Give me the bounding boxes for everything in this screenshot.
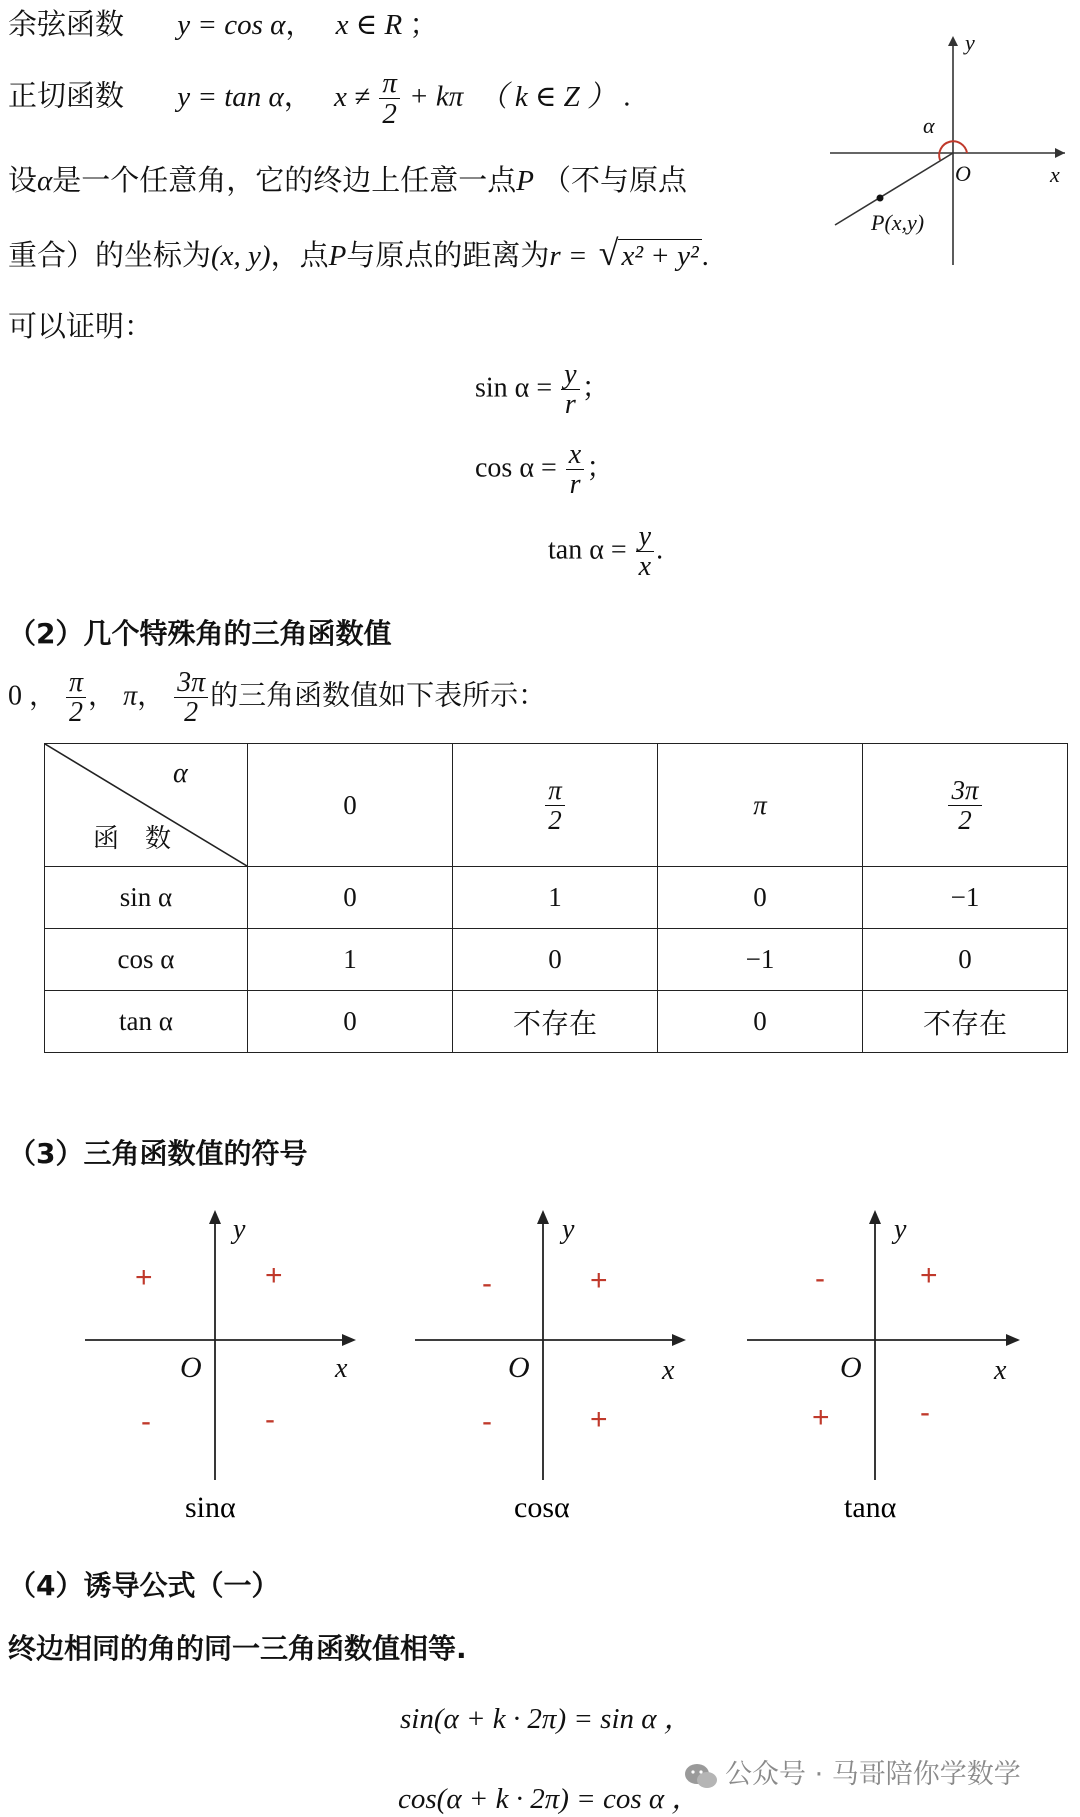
table-cell: 0 (658, 867, 863, 929)
quadrant-4-sign: + (590, 1403, 608, 1436)
table-cell: −1 (863, 867, 1068, 929)
identity-end: ； (586, 450, 615, 484)
definition-text: 重合）的坐标为 (8, 238, 212, 272)
origin-label: O (508, 1351, 530, 1384)
definition-text: 是一个任意角，它的终边上任意一点 (52, 163, 517, 197)
point-p-symbol: P (516, 165, 534, 197)
diagram-caption: tanα (844, 1491, 897, 1524)
section-2-intro-text: 的三角函数值如下表所示： (210, 678, 547, 712)
header-angle-3pi-over-2: $\frac{3\pi}{2}$ (863, 744, 1068, 867)
origin-label: O (955, 161, 971, 186)
induction-formula-sin: sin(α + k · 2π) = sin α ， (400, 1703, 693, 1735)
alpha-label: α (923, 113, 935, 138)
sign-diagram-cos (410, 1205, 700, 1525)
identity-fraction: $\frac{y}{r}$ (561, 360, 579, 420)
quadrant-1-sign: + (590, 1264, 608, 1297)
quadrant-3-sign: - (482, 1405, 492, 1438)
table-cell: −1 (658, 929, 863, 991)
section-2-title: （2）几个特殊角的三角函数值 (8, 617, 392, 650)
origin-label: O (840, 1351, 862, 1384)
proof-intro: 可以证明： (8, 309, 154, 343)
x-axis-arrow (672, 1334, 686, 1346)
induction-statement: 终边相同的角的同一三角函数值相等. (8, 1632, 467, 1665)
quadrant-2-sign: + (135, 1261, 153, 1294)
identity-lhs: sin α = (475, 372, 553, 404)
y-label: y (233, 1214, 246, 1245)
x-label: x (994, 1355, 1007, 1386)
y-axis-arrow (537, 1210, 549, 1224)
sign-diagram-sin (80, 1205, 370, 1525)
separator: ， (137, 678, 166, 712)
tan-line-end: . (623, 80, 631, 113)
tan-function-line: 正切函数 y = tan α， x ≠ $\frac{\pi}{2}$ + kπ （ k ∈ Z ） . (8, 67, 631, 131)
y-axis-arrow (948, 36, 958, 46)
table-row (45, 929, 1068, 991)
identity-lhs: tan α = (548, 534, 627, 566)
sign-diagram-tan (742, 1205, 1032, 1525)
table-cell: 0 (658, 991, 863, 1053)
diagram-caption: cosα (514, 1491, 570, 1524)
quadrant-4-sign: - (265, 1403, 275, 1436)
quadrant-3-sign: - (141, 1405, 151, 1438)
special-angle-table (44, 743, 1068, 1053)
identity-end: ； (581, 370, 610, 404)
table-cell: 0 (453, 929, 658, 991)
section-4-title: （4）诱导公式（一） (8, 1569, 280, 1602)
definition-line-1 (8, 158, 687, 199)
definition-text: 与原点的距离为 (346, 238, 550, 272)
row-label-sin: sin α (45, 867, 248, 929)
tan-domain-suffix: + kπ (409, 80, 464, 113)
x-label: x (662, 1355, 675, 1386)
table-cell: 0 (248, 867, 453, 929)
tan-domain-condition: （ k ∈ Z ） (478, 80, 617, 113)
cos-function-label: 余弦函数 (8, 7, 125, 41)
y-axis-arrow (869, 1210, 881, 1224)
quadrant-3-sign: + (812, 1401, 830, 1434)
induction-formula-cos: cos(α + k · 2π) = cos α ， (398, 1783, 701, 1815)
x-axis-arrow (1055, 148, 1065, 158)
table-cell: 不存在 (453, 991, 658, 1053)
section-2-intro (8, 668, 546, 728)
table-cell: 0 (863, 929, 1068, 991)
identity-fraction: $\frac{x}{r}$ (566, 440, 584, 500)
point-p-label: P(x,y) (871, 210, 925, 235)
tan-domain-prefix: x ≠ (334, 80, 371, 113)
watermark (683, 1752, 1021, 1791)
header-angle-0: 0 (248, 744, 453, 867)
quadrant-4-sign: - (920, 1396, 930, 1429)
pi-over-2-fraction: $\frac{\pi}{2}$ (379, 68, 400, 130)
x-axis-arrow (1006, 1334, 1020, 1346)
cos-function-formula: y = cos α (177, 9, 286, 41)
angle-3pi-over-2: $\frac{3\pi}{2}$ (174, 668, 208, 728)
y-label: y (894, 1214, 907, 1245)
cos-function-domain: x ∈ R (335, 9, 403, 41)
definition-text: （不与原点 (541, 163, 687, 197)
definition-text: 设 (8, 163, 38, 197)
cos-line-end: ； (409, 7, 439, 41)
identity-cos (475, 440, 614, 500)
angle-zero: 0 ， (8, 680, 58, 712)
quadrant-2-sign: - (482, 1267, 492, 1300)
table-cell: 0 (248, 991, 453, 1053)
origin-label: O (180, 1351, 202, 1384)
quadrant-1-sign: + (265, 1259, 283, 1292)
row-label-tan: tan α (45, 991, 248, 1053)
identity-lhs: cos α = (475, 452, 557, 484)
coordinate-xy: (x, y) (211, 240, 271, 272)
point-p (877, 195, 884, 202)
x-axis-arrow (342, 1334, 356, 1346)
distance-formula-lhs: r = (549, 240, 588, 272)
definition-text: ，点 (270, 238, 329, 272)
identity-sin (475, 360, 610, 420)
angle-pi-over-2: $\frac{\pi}{2}$ (66, 668, 86, 728)
table-header-row (45, 744, 1068, 867)
x-label: x (1050, 162, 1060, 187)
quadrant-1-sign: + (920, 1259, 938, 1292)
cos-function-line: 余弦函数 y = cos α， x ∈ R ； (8, 7, 439, 41)
definition-line-2 (8, 232, 709, 274)
quadrant-2-sign: - (815, 1262, 825, 1295)
y-axis-arrow (209, 1210, 221, 1224)
table-cell: 1 (248, 929, 453, 991)
table-row (45, 991, 1068, 1053)
row-label-cos: cos α (45, 929, 248, 991)
sqrt-expression: √ x² + y² (599, 240, 702, 272)
x-label: x (335, 1353, 348, 1384)
identity-tan (548, 522, 663, 582)
y-label: y (562, 1214, 575, 1245)
corner-alpha: α (173, 758, 188, 789)
wechat-icon (683, 1761, 719, 1791)
header-angle-pi: π (658, 744, 863, 867)
angle-figure (825, 30, 1075, 270)
y-label: y (965, 30, 975, 55)
point-p-symbol: P (328, 240, 347, 272)
alpha-symbol: α (37, 165, 53, 197)
table-row (45, 867, 1068, 929)
diagram-caption: sinα (185, 1491, 236, 1524)
tan-function-label: 正切函数 (8, 78, 125, 113)
identity-fraction: $\frac{y}{x}$ (636, 522, 654, 582)
identity-end: . (656, 534, 664, 566)
watermark-text: 公众号 · 马哥陪你学数学 (725, 1759, 1021, 1790)
separator: ， (88, 678, 117, 712)
corner-function-label: 函 数 (93, 824, 172, 854)
table-corner-cell (45, 744, 248, 867)
header-angle-pi-over-2: $\frac{\pi}{2}$ (453, 744, 658, 867)
table-cell: 不存在 (863, 991, 1068, 1053)
tan-function-formula: y = tan α (177, 80, 284, 113)
angle-pi: π (123, 680, 138, 712)
section-3-title: （3）三角函数值的符号 (8, 1137, 308, 1170)
table-cell: 1 (453, 867, 658, 929)
line-end: . (701, 240, 709, 272)
